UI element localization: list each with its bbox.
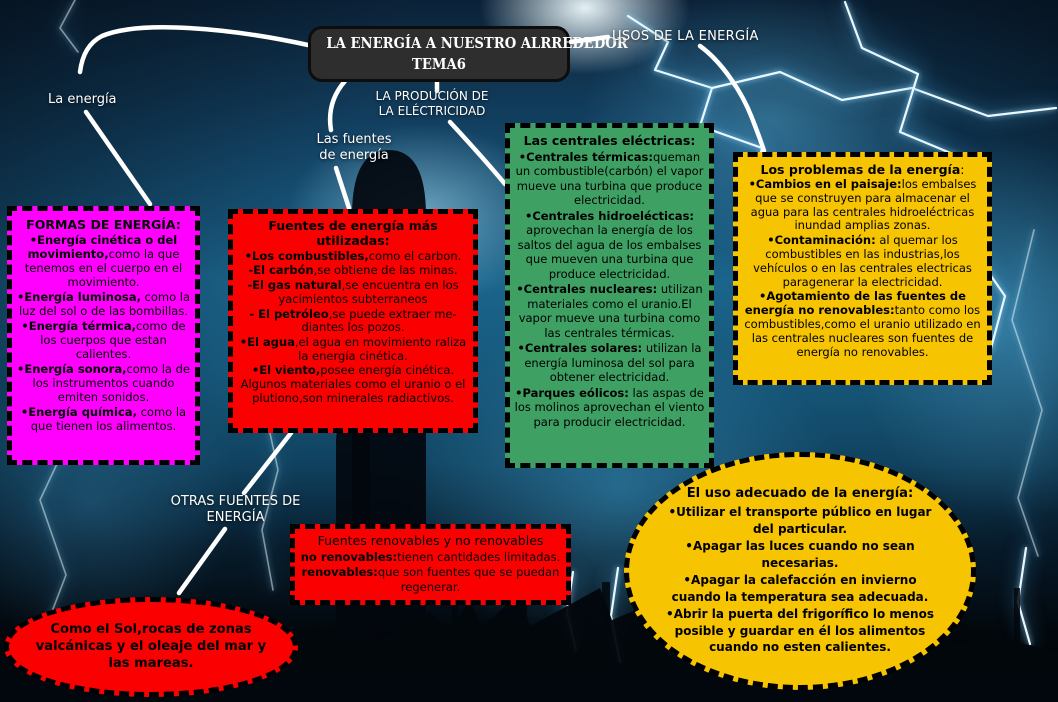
box-fuentes-mas-utilizadas bbox=[228, 209, 478, 433]
box-centrales-text: Las centrales eléctricas: •Centrales térmicas:queman un combustible(carbón) el vapor mueve una turbina que produce electricidad. •Centrales hidroelécticas: aprovechan la energía de los saltos del agua de los embalses que mueven una turbina que produce electricidad. •Centrales nucleares: utilizan materiales como el uranio.El vapor mueve una turbina como las centrales térmicas. •Centrales solares: utilizan la energía luminosa del sol para obtener electricidad. •Parques eólicos: las aspas de los molinos aprovechan el viento para producir electricidad. bbox=[514, 133, 705, 429]
box-utilizadas-text: Fuentes de energía más utilizadas: •Los combustibles,como el carbon. -El carbón,se obtiene de las minas. -El gas natural,se encuentra en los yacimientos subterraneos - El petróleo,se puede extraer me-diantes los pozos. •El agua,el agua en movimiento raliza la energía cinética. •El viento,posee energía cinética. Algunos materiales como el uranio o el plutiono,son minerales radiactivos. bbox=[239, 218, 467, 405]
box-problemas-text: Los problemas de la energía: •Cambios en el paisaje:los embalses que se construyen para almacenar el agua para las centrales hidroeléctricas inundad amplias zonas. •Contaminación: al quemar los combustibles en las industrias,los vehículos o en las centrales electricas paragenerar la electricidad. •Agotamiento de las fuentes de energía no renovables:tanto como los combustibles,como el uranio utilizado en las centrales nucleares son fuentes de energía no renovables. bbox=[744, 162, 981, 359]
label-las-fuentes-de-energia bbox=[304, 132, 404, 165]
box-renovables-y-no-renovables bbox=[290, 524, 571, 605]
label-fuentes-line1: Las fuentes bbox=[316, 132, 392, 147]
label-produccion-electricidad bbox=[368, 89, 496, 119]
label-la-energia: La energía bbox=[48, 92, 117, 107]
label-otras-fuentes-de-energia bbox=[158, 494, 313, 527]
label-fuentes-line2: de energía bbox=[319, 148, 389, 164]
label-otras-line1: OTRAS FUENTES DE bbox=[170, 494, 301, 509]
title-line2: TEMA6 bbox=[412, 55, 466, 73]
box-problemas-de-la-energia bbox=[733, 152, 992, 385]
label-produccion-line2: LA ELÉCTRICIDAD bbox=[378, 104, 486, 118]
label-produccion-line1: LA PRODUCIÓN DE bbox=[375, 89, 489, 103]
ellipse-ejemplos-otras-fuentes bbox=[4, 597, 298, 697]
ellipse-uso-adecuado-energia bbox=[624, 452, 976, 690]
label-usos-de-la-energia: USOS DE LA ENERGÍA bbox=[612, 29, 759, 44]
box-formas-de-energia bbox=[7, 206, 200, 465]
box-formas-text: FORMAS DE ENERGÍA: •Energía cinética o del movimiento,como la que tenemos en el cuerpo en el movimiento. •Energía luminosa, como la luz del sol o de las bombillas. •Energía térmica,como de los cuerpos que estan calientes. •Energía sonora,como la de los instrumentos cuando emiten sonidos. •Energía química, como la que tienen los alimentos. bbox=[16, 217, 191, 434]
label-otras-line2: ENERGÍA bbox=[206, 510, 265, 526]
box-centrales-electricas bbox=[505, 123, 714, 468]
box-renovables-text: Fuentes renovables y no renovables no renovables:tienen cantidades limitadas. renovables:que son fuentes que se puedan regenerar. bbox=[300, 533, 561, 594]
ellipse-uso-text: El uso adecuado de la energía: •Utilizar el transporte público en lugar del particular. •Apagar las luces cuando no sean necesarias. •Apagar la calefacción en invierno cuando la temperatura sea adecuada. •Abrir la puerta del frigorífico lo menos posible y guardar en él los alimentos cuando no esten calientes. bbox=[666, 486, 934, 655]
title-line1: LA ENERGÍA A NUESTRO ALRREDEDOR bbox=[326, 34, 628, 52]
title-box bbox=[308, 26, 628, 82]
ellipse-ejemplos-text: Como el Sol,rocas de zonas valcánicas y el oleaje del mar y las mareas. bbox=[35, 622, 267, 671]
